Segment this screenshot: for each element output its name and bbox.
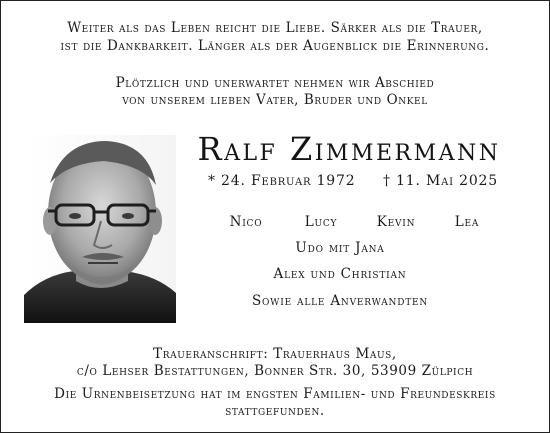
- portrait-photo: [24, 135, 176, 323]
- mourning-address-line-1: Traueranschrift: Trauerhaus Maus,: [153, 346, 397, 362]
- family-child-3: Kevin: [376, 214, 416, 230]
- deceased-name: Ralf Zimmermann: [197, 130, 501, 168]
- family-row-3: Alex und Christian: [273, 266, 407, 282]
- closing-line-2: stattgefunden.: [225, 403, 325, 419]
- mourning-address-line-2: c/o Lehser Bestattungen, Bonner Str. 30, 53909 Zülpich: [76, 363, 474, 379]
- family-row-2: Udo mit Jana: [295, 240, 385, 256]
- birth-date: * 24. Februar 1972: [208, 173, 356, 189]
- announcement-line-2: von unserem lieben Vater, Bruder und Onkel: [122, 92, 428, 108]
- family-child-4: Lea: [454, 214, 480, 230]
- intro-quote-line-2: ist die Dankbarkeit. Länger als der Augenblick die Erinnerung.: [60, 38, 490, 54]
- family-row-4: Sowie alle Anverwandten: [251, 293, 429, 309]
- closing-line-1: Die Urnenbeisetzung hat im engsten Familien- und Freundeskreis: [54, 386, 496, 402]
- intro-quote-line-1: Weiter als das Leben reicht die Liebe. Särker als die Trauer,: [67, 20, 483, 36]
- death-date: † 11. Mai 2025: [383, 173, 498, 189]
- announcement-line-1: Plötzlich und unerwartet nehmen wir Abschied: [115, 75, 435, 91]
- family-child-2: Lucy: [304, 214, 338, 230]
- family-child-1: Nico: [229, 214, 263, 230]
